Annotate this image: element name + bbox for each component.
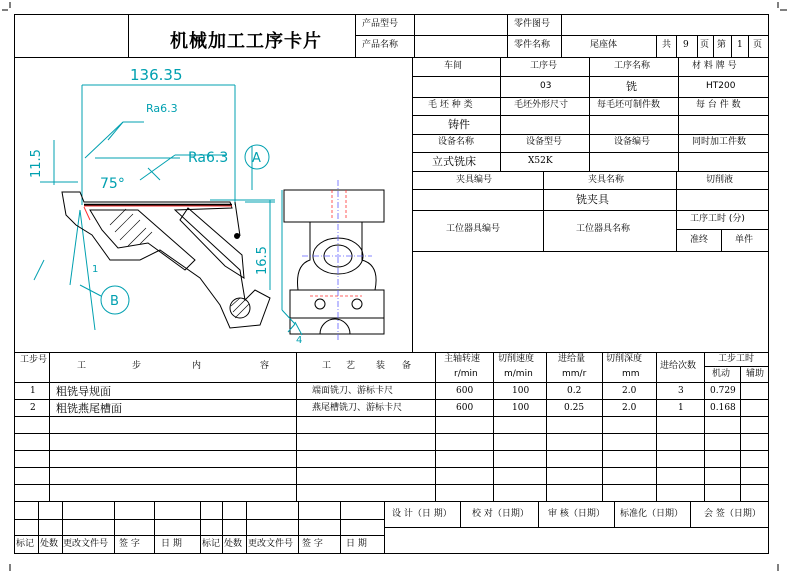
sign-countersign: 会 签（日期） — [704, 509, 761, 519]
date-label-2: 日 期 — [346, 539, 367, 549]
step-machine: 0.729 — [710, 386, 736, 396]
page-no-label: 第 — [717, 40, 727, 50]
part-name: 尾座体 — [590, 40, 618, 50]
product-model-label: 产品型号 — [362, 19, 399, 29]
step-no-header: 工步号 — [20, 355, 48, 365]
process-time-label: 工序工时 (分) — [690, 214, 745, 224]
spindle-unit: r/min — [454, 369, 478, 379]
blank-size-label: 毛坯外形尺寸 — [514, 100, 569, 110]
sign-label-2: 签 字 — [302, 539, 323, 549]
doc-label-2: 更改文件号 — [248, 539, 294, 549]
step-speed: 100 — [512, 403, 530, 413]
step-content-h4: 容 — [260, 361, 270, 371]
process-no: 03 — [540, 81, 552, 91]
dim-top: 136.35 — [130, 66, 183, 84]
coolant-label: 切削液 — [706, 175, 734, 185]
fixture-no-label: 夹具编号 — [456, 175, 493, 185]
mark-label-1: 标记 — [16, 539, 35, 549]
total-pages: 9 — [683, 40, 689, 50]
prep-label: 准终 — [690, 235, 709, 245]
step-content-h1: 工 — [77, 361, 87, 371]
sign-design: 设 计（日 期） — [392, 509, 452, 519]
place-label-1: 处数 — [40, 539, 59, 549]
sign-standard: 标准化（日期） — [620, 509, 684, 519]
equipment-model-label: 设备型号 — [526, 137, 563, 147]
datum-a: A — [252, 151, 261, 166]
sign-check: 校 对（日期） — [472, 509, 529, 519]
place-label-2: 处数 — [224, 539, 243, 549]
step-spindle: 600 — [456, 403, 474, 413]
station-tool-name-label: 工位器具名称 — [576, 224, 631, 234]
step-content: 粗铣燕尾槽面 — [56, 402, 122, 415]
card-title: 机械加工工序卡片 — [170, 31, 322, 52]
depth-unit: mm — [622, 369, 640, 379]
step-equipment: 燕尾槽铣刀、游标卡尺 — [312, 403, 403, 413]
step-machine: 0.168 — [710, 403, 736, 413]
angle-label: 75° — [100, 176, 125, 192]
speed-unit: m/min — [504, 369, 533, 379]
blank-type-label: 毛 坯 种 类 — [428, 100, 473, 110]
equipment-model: X52K — [528, 156, 553, 166]
station-tool-no-label: 工位器具编号 — [446, 224, 501, 234]
part-name-label: 零件名称 — [514, 40, 551, 50]
sign-review: 审 核（日期） — [548, 509, 605, 519]
page-label-2: 页 — [753, 40, 763, 50]
process-name: 铣 — [626, 80, 637, 93]
mark-label-2: 标记 — [202, 539, 221, 549]
doc-label-1: 更改文件号 — [63, 539, 109, 549]
roughness-1: Ra6.3 — [146, 102, 178, 115]
speed-header: 切削速度 — [498, 354, 535, 364]
callout-4: 4 — [296, 335, 303, 346]
feed-header: 进给量 — [558, 354, 586, 364]
sign-label-1: 签 字 — [119, 539, 140, 549]
equipment-h3: 装 — [376, 361, 386, 371]
part-drawing — [20, 60, 410, 350]
step-passes: 1 — [678, 403, 684, 413]
total-label: 共 — [662, 40, 672, 50]
process-name-label: 工序名称 — [614, 61, 651, 71]
blank-type: 铸件 — [448, 118, 470, 131]
passes-header: 进给次数 — [660, 361, 697, 371]
feed-unit: mm/r — [562, 369, 587, 379]
equipment-name: 立式铣床 — [432, 155, 476, 168]
step-content-h3: 内 — [192, 361, 202, 371]
equipment-h1: 工 — [322, 361, 332, 371]
fixture-name-label: 夹具名称 — [588, 175, 625, 185]
part-drawing-no-label: 零件图号 — [514, 19, 551, 29]
equipment-no-label: 设备编号 — [614, 137, 651, 147]
equipment-name-label: 设备名称 — [438, 137, 475, 147]
step-speed: 100 — [512, 386, 530, 396]
per-unit-label: 每 台 件 数 — [696, 100, 741, 110]
step-equipment: 端面铣刀、游标卡尺 — [312, 386, 394, 396]
roughness-2: Ra6.3 — [188, 150, 229, 166]
material-label: 材 料 牌 号 — [692, 61, 737, 71]
callout-1: 1 — [92, 264, 99, 275]
step-depth: 2.0 — [622, 403, 637, 413]
dim-right: 16.5 — [255, 246, 270, 275]
unit-label: 单件 — [735, 235, 754, 245]
page-label: 页 — [700, 40, 710, 50]
fixture-name: 铣夹具 — [576, 193, 609, 206]
page-no: 1 — [737, 40, 743, 50]
date-label-1: 日 期 — [161, 539, 182, 549]
time-header: 工步工时 — [718, 354, 755, 364]
equipment-h2: 艺 — [346, 361, 356, 371]
process-no-label: 工序号 — [530, 61, 558, 71]
step-passes: 3 — [678, 386, 684, 396]
step-content-h2: 步 — [132, 361, 142, 371]
machine-header: 机动 — [712, 369, 731, 379]
product-name-label: 产品名称 — [362, 40, 399, 50]
per-blank-label: 每毛坯可制件数 — [597, 100, 661, 110]
dim-left: 11.5 — [29, 149, 44, 178]
equipment-h4: 备 — [402, 361, 412, 371]
workshop-label: 车间 — [444, 61, 463, 71]
datum-b: B — [110, 294, 119, 309]
step-feed: 0.25 — [564, 403, 585, 413]
step-depth: 2.0 — [622, 386, 637, 396]
depth-header: 切削深度 — [606, 354, 643, 364]
step-content: 粗铣导规面 — [56, 385, 111, 398]
step-feed: 0.2 — [567, 386, 582, 396]
step-no: 1 — [30, 386, 36, 396]
material: HT200 — [706, 81, 736, 91]
simultaneous-label: 同时加工件数 — [692, 137, 747, 147]
step-spindle: 600 — [456, 386, 474, 396]
step-no: 2 — [30, 403, 36, 413]
aux-header: 辅助 — [746, 369, 765, 379]
spindle-header: 主轴转速 — [444, 354, 481, 364]
